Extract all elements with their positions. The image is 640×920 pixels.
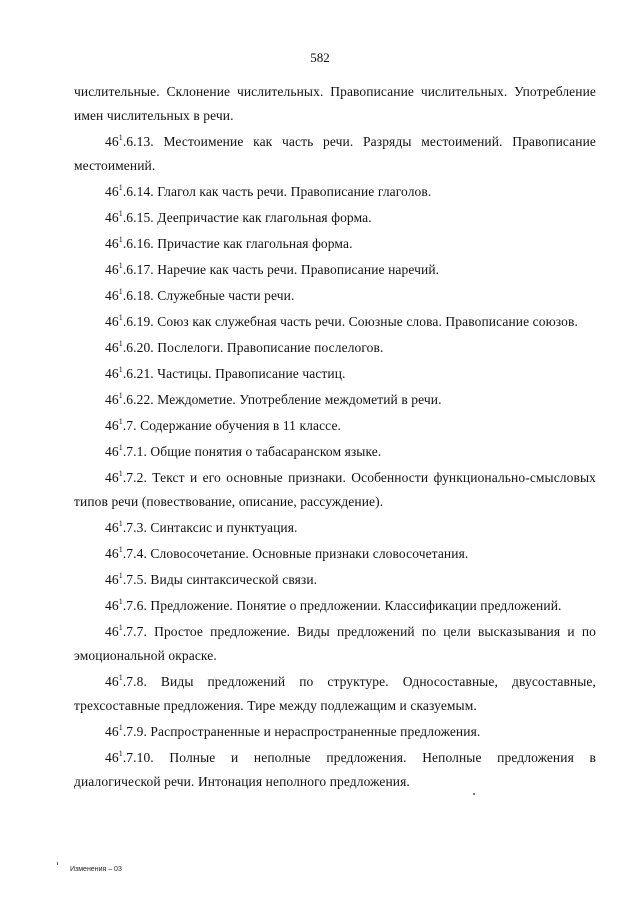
section-number — [105, 314, 154, 329]
section-number-base: 46 — [105, 598, 119, 613]
section-number-base: 46 — [105, 340, 119, 355]
section-number-base: 46 — [105, 392, 119, 407]
paragraph — [74, 542, 596, 566]
section-number-superscript: 1 — [118, 183, 123, 192]
paragraph — [74, 466, 596, 514]
section-number — [105, 340, 154, 355]
section-number-base: 46 — [105, 134, 119, 149]
footer-revision-note: Изменения – 03 — [70, 866, 122, 873]
section-number — [105, 546, 147, 561]
paragraph — [74, 362, 596, 386]
scan-speck — [473, 793, 475, 795]
section-number — [105, 572, 147, 587]
document-body — [74, 80, 596, 796]
section-number — [105, 392, 154, 407]
section-number — [105, 236, 154, 251]
paragraph-text: Послелоги. Правописание послелогов. — [153, 340, 384, 355]
paragraph — [74, 670, 596, 718]
paragraph-text: Простое предложение. Виды предложений по цели высказывания и по эмоциональной окраске. — [74, 624, 596, 663]
section-number-superscript: 1 — [118, 749, 123, 758]
paragraph-text: Причастие как глагольная форма. — [153, 236, 353, 251]
section-number — [105, 210, 154, 225]
section-number-superscript: 1 — [118, 469, 123, 478]
section-number-rest: .6.19. — [122, 314, 154, 329]
paragraph — [74, 620, 596, 668]
paragraph-text: Предложение. Понятие о предложении. Классификации предложений. — [146, 598, 562, 613]
section-number-rest: .6.20. — [122, 340, 154, 355]
paragraph — [74, 258, 596, 282]
paragraph-text: Синтаксис и пунктуация. — [146, 520, 298, 535]
section-number-base: 46 — [105, 470, 119, 485]
paragraph — [74, 594, 596, 618]
page-number: 582 — [310, 50, 330, 65]
section-number-base: 46 — [105, 674, 119, 689]
section-number-rest: .7.10. — [122, 750, 154, 765]
paragraph-text: Распространенные и нераспространенные предложения. — [146, 724, 481, 739]
scan-speck — [57, 862, 58, 865]
section-number-rest: .7.5. — [122, 572, 147, 587]
section-number-rest: .6.21. — [122, 366, 154, 381]
section-number-rest: .7. — [122, 418, 137, 433]
paragraph-text: Союз как служебная часть речи. Союзные слова. Правописание союзов. — [153, 314, 578, 329]
paragraph — [74, 568, 596, 592]
section-number-base: 46 — [105, 314, 119, 329]
section-number — [105, 520, 147, 535]
section-number-superscript: 1 — [118, 339, 123, 348]
section-number-superscript: 1 — [118, 391, 123, 400]
paragraph — [74, 80, 596, 128]
paragraph — [74, 746, 596, 794]
section-number — [105, 624, 147, 639]
paragraph-text: Частицы. Правописание частиц. — [153, 366, 346, 381]
section-number-superscript: 1 — [118, 287, 123, 296]
section-number — [105, 418, 137, 433]
section-number-base: 46 — [105, 366, 119, 381]
section-number-base: 46 — [105, 546, 119, 561]
paragraph-text: Местоимение как часть речи. Разряды местоимений. Правописание местоимений. — [74, 134, 596, 173]
section-number-rest: .7.4. — [122, 546, 147, 561]
section-number-superscript: 1 — [118, 261, 123, 270]
section-number — [105, 750, 154, 765]
paragraph — [74, 310, 596, 334]
section-number-superscript: 1 — [118, 519, 123, 528]
paragraph-text: Виды синтаксической связи. — [146, 572, 318, 587]
section-number-base: 46 — [105, 624, 119, 639]
section-number-rest: .7.9. — [122, 724, 147, 739]
section-number-rest: .7.7. — [122, 624, 147, 639]
paragraph — [74, 388, 596, 412]
section-number-base: 46 — [105, 184, 119, 199]
paragraph — [74, 336, 596, 360]
paragraph — [74, 232, 596, 256]
section-number-superscript: 1 — [118, 235, 123, 244]
section-number-superscript: 1 — [118, 571, 123, 580]
section-number-superscript: 1 — [118, 673, 123, 682]
section-number — [105, 470, 147, 485]
section-number-superscript: 1 — [118, 133, 123, 142]
section-number-base: 46 — [105, 236, 119, 251]
section-number-superscript: 1 — [118, 597, 123, 606]
paragraph — [74, 180, 596, 204]
section-number-superscript: 1 — [118, 313, 123, 322]
section-number-rest: .6.22. — [122, 392, 154, 407]
paragraph-text: числительные. Склонение числительных. Правописание числительных. Употребление имен числительных в речи. — [74, 84, 596, 123]
paragraph-text: Словосочетание. Основные признаки словосочетания. — [146, 546, 469, 561]
section-number-base: 46 — [105, 288, 119, 303]
section-number-rest: .7.8. — [122, 674, 147, 689]
section-number-base: 46 — [105, 418, 119, 433]
section-number-rest: .7.1. — [122, 444, 147, 459]
paragraph — [74, 284, 596, 308]
section-number — [105, 288, 154, 303]
section-number-base: 46 — [105, 210, 119, 225]
section-number-base: 46 — [105, 750, 119, 765]
section-number-superscript: 1 — [118, 545, 123, 554]
paragraph — [74, 720, 596, 744]
paragraph-text: Междометие. Употребление междометий в речи. — [153, 392, 442, 407]
paragraph-text: Наречие как часть речи. Правописание наречий. — [153, 262, 440, 277]
section-number — [105, 724, 147, 739]
section-number — [105, 134, 154, 149]
section-number-rest: .6.18. — [122, 288, 154, 303]
section-number-superscript: 1 — [118, 209, 123, 218]
section-number-rest: .7.3. — [122, 520, 147, 535]
section-number — [105, 598, 147, 613]
section-number-rest: .7.2. — [122, 470, 147, 485]
paragraph-text: Служебные части речи. — [153, 288, 295, 303]
section-number — [105, 366, 154, 381]
section-number-rest: .7.6. — [122, 598, 147, 613]
section-number-base: 46 — [105, 724, 119, 739]
section-number-superscript: 1 — [118, 417, 123, 426]
section-number-base: 46 — [105, 572, 119, 587]
section-number-superscript: 1 — [118, 443, 123, 452]
section-number-base: 46 — [105, 444, 119, 459]
section-number-rest: .6.13. — [122, 134, 154, 149]
section-number-rest: .6.14. — [122, 184, 154, 199]
paragraph-text: Полные и неполные предложения. Неполные предложения в диалогической речи. Интонация неполного предложения. — [74, 750, 596, 789]
paragraph-text: Текст и его основные признаки. Особенности функционально-смысловых типов речи (повествование, описание, рассуждение). — [74, 470, 596, 509]
paragraph-text: Глагол как часть речи. Правописание глаголов. — [153, 184, 432, 199]
paragraph-text: Деепричастие как глагольная форма. — [153, 210, 372, 225]
paragraph-text: Содержание обучения в 11 классе. — [136, 418, 342, 433]
paragraph — [74, 206, 596, 230]
paragraph — [74, 440, 596, 464]
section-number-superscript: 1 — [118, 723, 123, 732]
section-number — [105, 262, 154, 277]
paragraph-text: Общие понятия о табасаранском языке. — [146, 444, 382, 459]
section-number-rest: .6.17. — [122, 262, 154, 277]
section-number — [105, 184, 154, 199]
paragraph-text: Виды предложений по структуре. Односоставные, двусоставные, трехсоставные предложения. Тире между подлежащим и сказуемым. — [74, 674, 596, 713]
section-number-base: 46 — [105, 520, 119, 535]
section-number-base: 46 — [105, 262, 119, 277]
section-number-rest: .6.16. — [122, 236, 154, 251]
paragraph — [74, 130, 596, 178]
section-number — [105, 444, 147, 459]
section-number-superscript: 1 — [118, 623, 123, 632]
section-number-superscript: 1 — [118, 365, 123, 374]
section-number-rest: .6.15. — [122, 210, 154, 225]
paragraph — [74, 414, 596, 438]
paragraph — [74, 516, 596, 540]
section-number — [105, 674, 147, 689]
